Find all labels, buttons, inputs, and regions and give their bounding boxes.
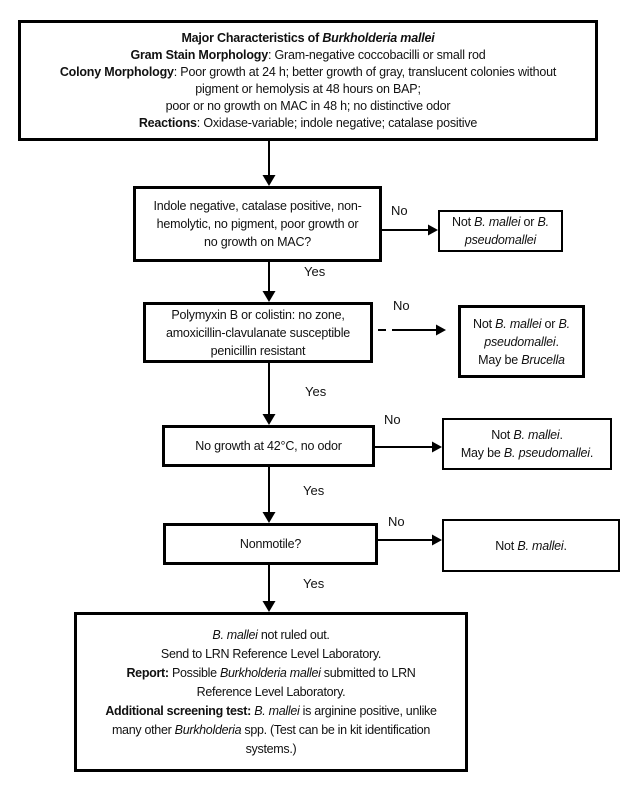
down-arrow-d1-to-d2: [263, 262, 276, 302]
final-report-box: B. mallei not ruled out. Send to LRN Reference Level Laboratory. Report: Possible Burkholderia mallei submitted to LRN Reference Level Laboratory. Additional screening test: B. mallei is arginine positive, unlike many other Burkholderia spp. (Test can be in kit identification systems.): [74, 612, 468, 772]
no-arrow-d4: [378, 535, 442, 546]
down-arrow-d3-to-d4: [263, 467, 276, 523]
yes-label: Yes: [305, 384, 327, 399]
no-label: No: [391, 203, 408, 218]
yes-label: Yes: [303, 576, 325, 591]
no-label: No: [388, 514, 405, 529]
yes-label: Yes: [303, 483, 325, 498]
no-arrow-d3: [375, 442, 442, 453]
down-arrow-d2-to-d3: [263, 363, 276, 425]
result-box-maybe-pseudomallei: Not B. mallei. May be B. pseudomallei.: [442, 418, 612, 470]
no-arrow-d2: [378, 325, 446, 336]
characteristics-box: Major Characteristics of Burkholderia mallei Gram Stain Morphology: Gram-negative coccobacilli or small rod Colony Morphology: Poor growth at 24 h; better growth of gray, translucent colonies without pigment or hemolysis at 48 hours on BAP; poor or no growth on MAC in 48 h; no distinctive odor Reactions: Oxidase-variable; indole negative; catalase positive: [18, 20, 598, 141]
result-box-maybe-brucella: Not B. mallei or B. pseudomallei. May be Brucella: [458, 305, 585, 378]
decision-box-no-growth-42c: No growth at 42°C, no odor: [162, 425, 375, 467]
down-arrow-d4-to-final: [263, 565, 276, 612]
down-arrow-top-to-d1: [263, 141, 276, 186]
no-label: No: [384, 412, 401, 427]
no-label: No: [393, 298, 410, 313]
decision-box-nonmotile: Nonmotile?: [163, 523, 378, 565]
decision-box-indole-catalase: Indole negative, catalase positive, non- hemolytic, no pigment, poor growth or no growth on MAC?: [133, 186, 382, 262]
yes-label: Yes: [304, 264, 326, 279]
result-box-not-mallei: Not B. mallei.: [442, 519, 620, 572]
no-arrow-d1: [382, 225, 438, 236]
decision-box-polymyxin-colistin: Polymyxin B or colistin: no zone, amoxicillin-clavulanate susceptible penicillin resistant: [143, 302, 373, 363]
result-box-not-mallei-or-pseudomallei: Not B. mallei or B. pseudomallei: [438, 210, 563, 252]
